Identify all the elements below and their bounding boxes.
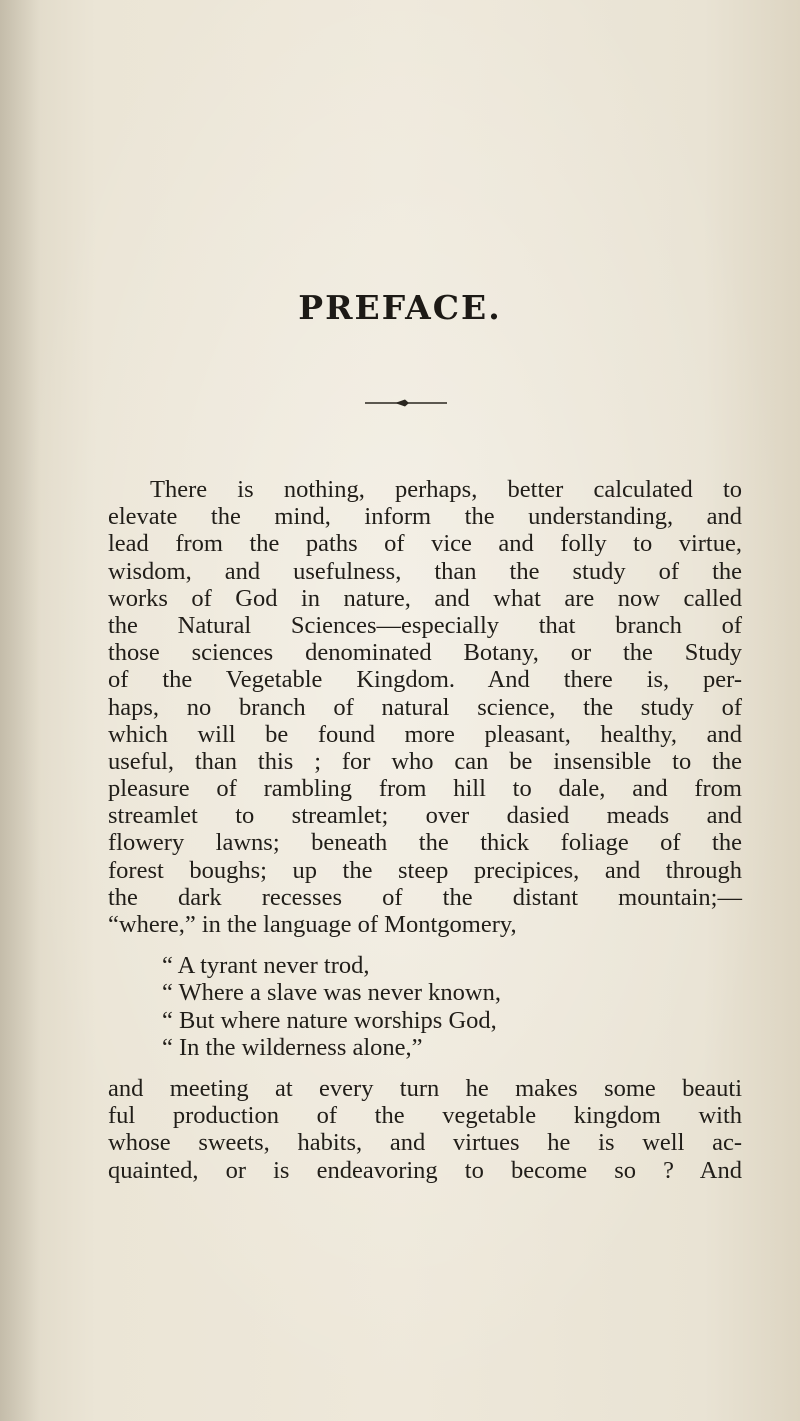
paragraph-1 <box>108 476 742 938</box>
text-line: ful production of the vegetable kingdom with <box>108 1102 742 1130</box>
body-text <box>108 476 742 1184</box>
text-line: “where,” in the language of Montgomery, <box>108 911 517 938</box>
page-spine-shadow <box>0 0 40 1421</box>
text-line: wisdom, and usefulness, than the study of the <box>108 557 742 585</box>
divider-ornament <box>365 398 447 408</box>
verse-line: “ But where nature worships God, <box>162 1006 497 1034</box>
text-line: which will be found more pleasant, healthy, and <box>108 720 742 748</box>
verse-line: “ Where a slave was never known, <box>162 979 502 1007</box>
text-line: and meeting at every turn he makes some beauti <box>108 1074 742 1102</box>
verse-quotation <box>108 952 742 1061</box>
text-line: streamlet to streamlet; over dasied meads and <box>108 802 742 830</box>
text-line: forest boughs; up the steep precipices, and through <box>108 856 742 884</box>
text-line: haps, no branch of natural science, the study of <box>108 693 742 721</box>
text-line: useful, than this ; for who can be insensible to the <box>108 747 742 775</box>
text-line: whose sweets, habits, and virtues he is well ac- <box>108 1129 742 1157</box>
text-line: quainted, or is endeavoring to become so ? And <box>108 1156 742 1184</box>
text-line: those sciences denominated Botany, or the Study <box>108 639 742 667</box>
text-line: works of God in nature, and what are now called <box>108 584 742 612</box>
text-line: the Natural Sciences—especially that branch of <box>108 611 742 639</box>
text-line: lead from the paths of vice and folly to virtue, <box>108 530 742 558</box>
text-line: the dark recesses of the distant mountain;— <box>108 883 742 911</box>
text-line: There is nothing, perhaps, better calculated to <box>150 476 742 503</box>
text-line: flowery lawns; beneath the thick foliage of the <box>108 829 742 857</box>
text-line: pleasure of rambling from hill to dale, and from <box>108 775 742 803</box>
text-line: elevate the mind, inform the understanding, and <box>108 503 742 531</box>
text-line: of the Vegetable Kingdom. And there is, per- <box>108 666 742 694</box>
verse-line: “ A tyrant never trod, <box>162 952 370 980</box>
paragraph-2 <box>108 1075 742 1184</box>
verse-line: “ In the wilderness alone,” <box>162 1033 423 1061</box>
page-title: PREFACE. <box>298 288 502 327</box>
